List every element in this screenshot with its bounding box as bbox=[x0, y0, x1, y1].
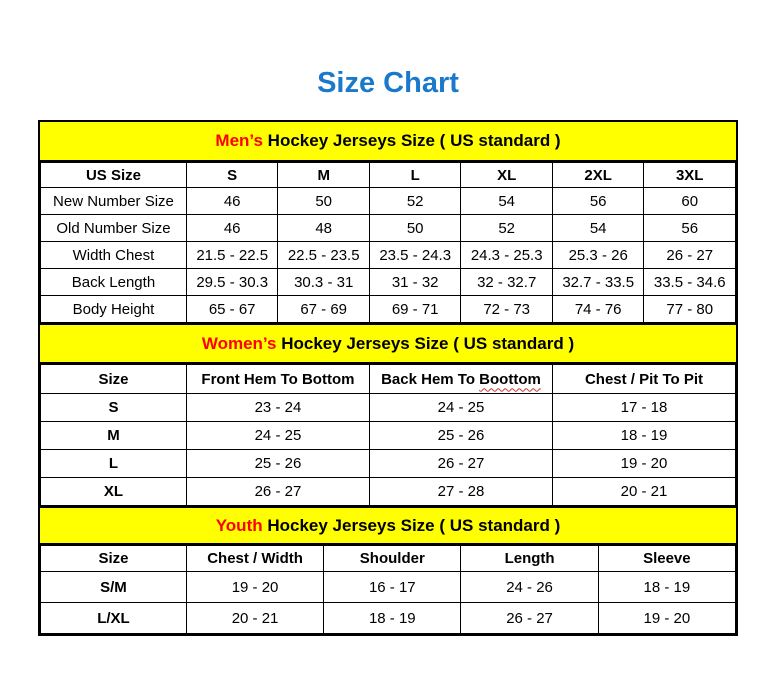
womens-header-row bbox=[41, 365, 736, 394]
size-value-cell: 46 bbox=[186, 188, 278, 215]
size-value-cell: 33.5 - 34.6 bbox=[644, 269, 736, 296]
table-row bbox=[41, 296, 736, 323]
size-value-cell: 24.3 - 25.3 bbox=[461, 242, 553, 269]
size-value-cell: 56 bbox=[552, 188, 644, 215]
size-value-cell: 25.3 - 26 bbox=[552, 242, 644, 269]
row-label: XL bbox=[41, 478, 187, 506]
size-value-cell: 18 - 19 bbox=[324, 603, 461, 634]
table-row bbox=[41, 215, 736, 242]
size-value-cell: 24 - 26 bbox=[461, 572, 598, 603]
column-header: Front Hem To Bottom bbox=[186, 365, 369, 394]
row-label: New Number Size bbox=[41, 188, 187, 215]
size-value-cell: 65 - 67 bbox=[186, 296, 278, 323]
row-label: Width Chest bbox=[41, 242, 187, 269]
size-value-cell: 18 - 19 bbox=[552, 422, 735, 450]
mens-band-highlight: Men’s bbox=[215, 131, 263, 150]
row-label: L/XL bbox=[41, 603, 187, 634]
mens-size-table bbox=[40, 162, 736, 323]
row-label: Body Height bbox=[41, 296, 187, 323]
column-header: 3XL bbox=[644, 163, 736, 188]
youth-header-row bbox=[41, 546, 736, 572]
column-header: Chest / Width bbox=[186, 546, 323, 572]
womens-band-highlight: Women’s bbox=[201, 333, 277, 353]
youth-size-section bbox=[40, 506, 736, 634]
column-header: Size bbox=[41, 365, 187, 394]
size-value-cell: 23 - 24 bbox=[186, 394, 369, 422]
womens-size-table bbox=[40, 364, 736, 506]
size-value-cell: 72 - 73 bbox=[461, 296, 553, 323]
size-value-cell: 48 bbox=[278, 215, 370, 242]
size-value-cell: 32 - 32.7 bbox=[461, 269, 553, 296]
size-value-cell: 29.5 - 30.3 bbox=[186, 269, 278, 296]
row-label: Back Length bbox=[41, 269, 187, 296]
row-label: M bbox=[41, 422, 187, 450]
size-value-cell: 74 - 76 bbox=[552, 296, 644, 323]
size-value-cell: 17 - 18 bbox=[552, 394, 735, 422]
page-title: Size Chart bbox=[317, 67, 459, 99]
column-header: XL bbox=[461, 163, 553, 188]
size-value-cell: 26 - 27 bbox=[186, 478, 369, 506]
column-header: Sleeve bbox=[598, 546, 735, 572]
row-label: S/M bbox=[41, 572, 187, 603]
size-value-cell: 21.5 - 22.5 bbox=[186, 242, 278, 269]
column-header: Chest / Pit To Pit bbox=[552, 365, 735, 394]
size-value-cell: 19 - 20 bbox=[186, 572, 323, 603]
size-value-cell: 25 - 26 bbox=[186, 450, 369, 478]
size-value-cell: 54 bbox=[552, 215, 644, 242]
size-value-cell: 25 - 26 bbox=[369, 422, 552, 450]
column-header: 2XL bbox=[552, 163, 644, 188]
womens-band-text: Hockey Jerseys Size ( US standard ) bbox=[276, 333, 575, 353]
row-label: L bbox=[41, 450, 187, 478]
youth-section-band bbox=[40, 506, 736, 545]
size-value-cell: 50 bbox=[369, 215, 461, 242]
size-value-cell: 52 bbox=[461, 215, 553, 242]
size-value-cell: 22.5 - 23.5 bbox=[278, 242, 370, 269]
column-header: Shoulder bbox=[324, 546, 461, 572]
size-value-cell: 20 - 21 bbox=[186, 603, 323, 634]
size-value-cell: 20 - 21 bbox=[552, 478, 735, 506]
youth-band-text: Hockey Jerseys Size ( US standard ) bbox=[262, 515, 561, 535]
table-row bbox=[41, 394, 736, 422]
mens-header-row bbox=[41, 163, 736, 188]
column-header: Length bbox=[461, 546, 598, 572]
table-row bbox=[41, 188, 736, 215]
youth-band-highlight: Youth bbox=[215, 515, 263, 535]
size-value-cell: 26 - 27 bbox=[644, 242, 736, 269]
row-label: Old Number Size bbox=[41, 215, 187, 242]
size-value-cell: 26 - 27 bbox=[369, 450, 552, 478]
size-value-cell: 46 bbox=[186, 215, 278, 242]
womens-section-band bbox=[40, 323, 736, 364]
size-value-cell: 50 bbox=[278, 188, 370, 215]
youth-table-body bbox=[41, 572, 736, 634]
row-label: S bbox=[41, 394, 187, 422]
size-value-cell: 16 - 17 bbox=[324, 572, 461, 603]
column-header: S bbox=[186, 163, 278, 188]
size-value-cell: 32.7 - 33.5 bbox=[552, 269, 644, 296]
table-row bbox=[41, 603, 736, 634]
column-header: Size bbox=[41, 546, 187, 572]
column-header: Back Hem To Boottom bbox=[369, 365, 552, 394]
mens-table-body bbox=[41, 188, 736, 323]
size-value-cell: 19 - 20 bbox=[552, 450, 735, 478]
size-value-cell: 56 bbox=[644, 215, 736, 242]
table-row bbox=[41, 478, 736, 506]
size-value-cell: 52 bbox=[369, 188, 461, 215]
size-value-cell: 24 - 25 bbox=[369, 394, 552, 422]
table-row bbox=[41, 572, 736, 603]
size-value-cell: 26 - 27 bbox=[461, 603, 598, 634]
size-value-cell: 31 - 32 bbox=[369, 269, 461, 296]
size-value-cell: 27 - 28 bbox=[369, 478, 552, 506]
size-value-cell: 60 bbox=[644, 188, 736, 215]
table-row bbox=[41, 269, 736, 296]
column-header: US Size bbox=[41, 163, 187, 188]
size-value-cell: 30.3 - 31 bbox=[278, 269, 370, 296]
size-chart bbox=[38, 120, 738, 636]
size-value-cell: 69 - 71 bbox=[369, 296, 461, 323]
column-header: L bbox=[369, 163, 461, 188]
size-value-cell: 24 - 25 bbox=[186, 422, 369, 450]
youth-size-table bbox=[40, 545, 736, 634]
womens-table-body bbox=[41, 394, 736, 506]
table-row bbox=[41, 422, 736, 450]
size-value-cell: 54 bbox=[461, 188, 553, 215]
womens-size-section bbox=[40, 323, 736, 506]
misspelled-word: Boottom bbox=[479, 370, 541, 388]
size-value-cell: 23.5 - 24.3 bbox=[369, 242, 461, 269]
size-value-cell: 67 - 69 bbox=[278, 296, 370, 323]
table-row bbox=[41, 242, 736, 269]
mens-section-band bbox=[40, 122, 736, 162]
size-value-cell: 18 - 19 bbox=[598, 572, 735, 603]
mens-size-section bbox=[40, 122, 736, 323]
mens-band-text: Hockey Jerseys Size ( US standard ) bbox=[262, 131, 561, 150]
size-value-cell: 19 - 20 bbox=[598, 603, 735, 634]
size-value-cell: 77 - 80 bbox=[644, 296, 736, 323]
column-header: M bbox=[278, 163, 370, 188]
table-row bbox=[41, 450, 736, 478]
